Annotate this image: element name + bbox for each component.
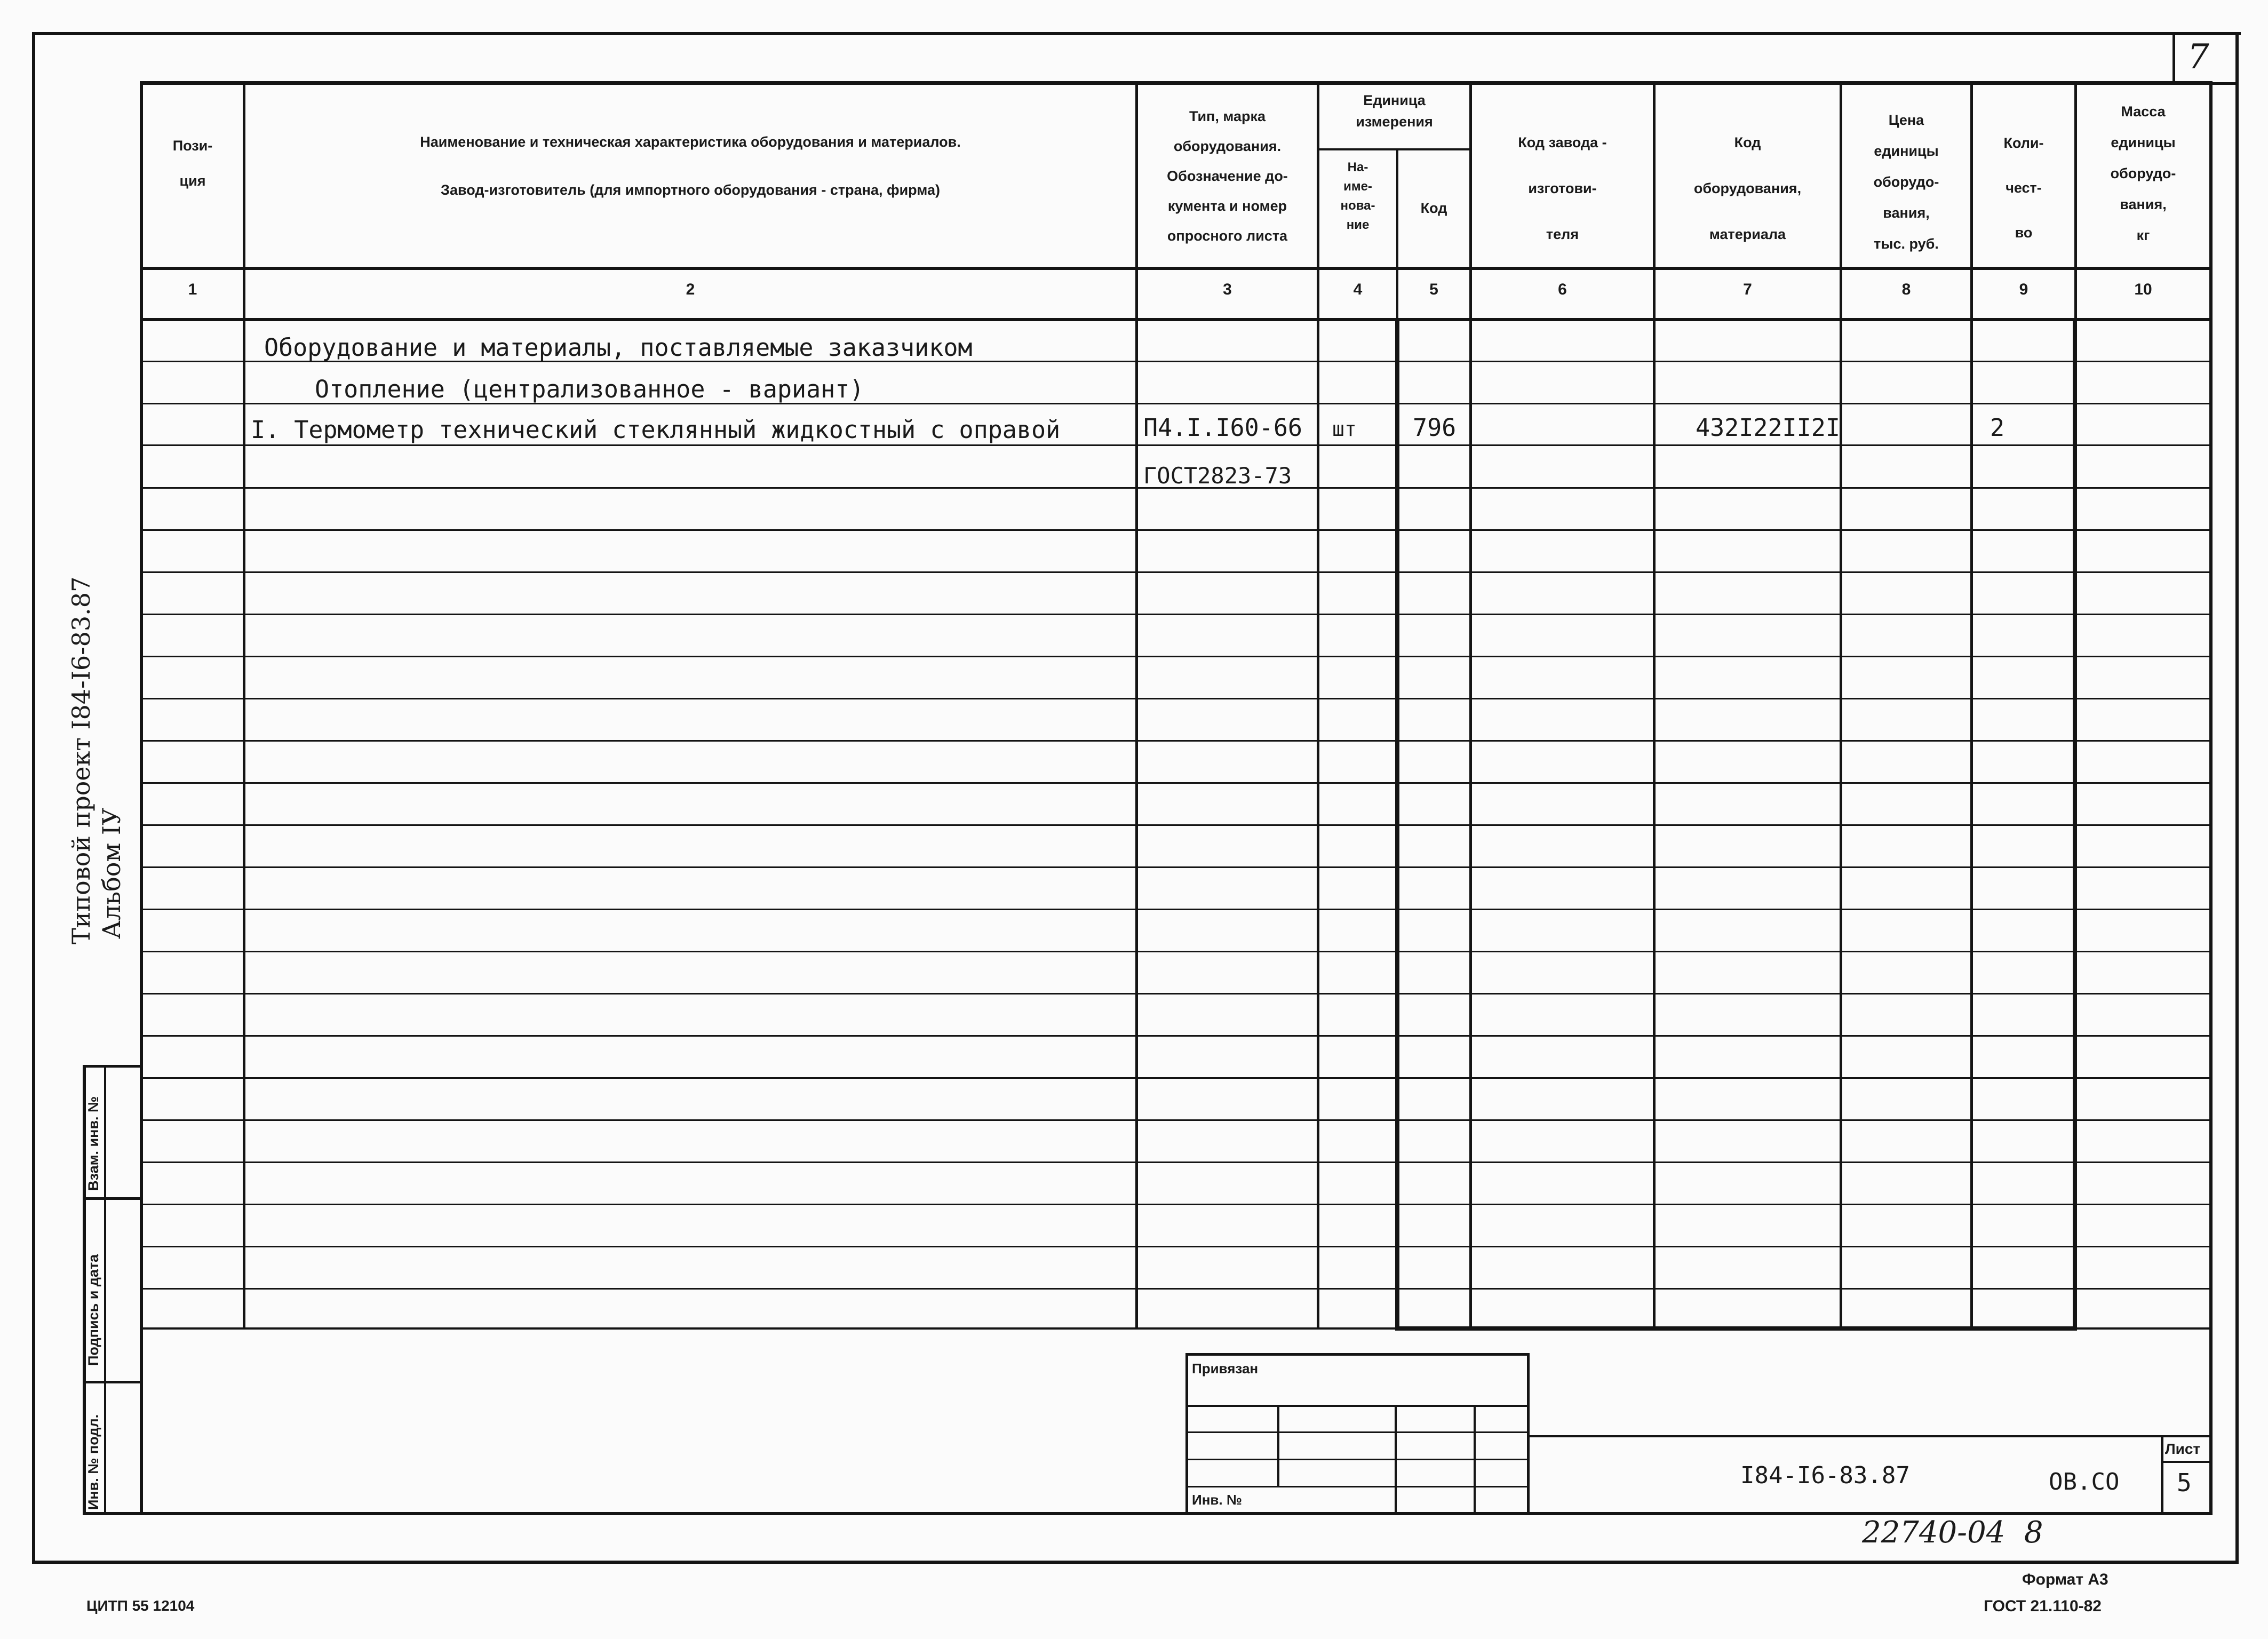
header-col2-line1: Наименование и техническая характеристика оборудования и материалов. xyxy=(420,134,961,150)
side-stamp-signature-date: Подпись и дата xyxy=(85,1254,101,1366)
item1-unit-name: шт xyxy=(1332,417,1357,441)
item1-type-line1: П4.I.I60-66 xyxy=(1143,413,1303,442)
col-number-8: 8 xyxy=(1901,281,1911,298)
side-stamp-inv-podl: Инв. № подл. xyxy=(85,1414,101,1510)
col-number-10: 10 xyxy=(2134,281,2152,298)
header-col4: На- име- нова- ние xyxy=(1340,160,1375,232)
item1-type-line2: ГОСТ2823-73 xyxy=(1143,463,1292,489)
col-number-4: 4 xyxy=(1353,281,1363,298)
header-col8: Цена единицы оборудо- вания, тыс. руб. xyxy=(1873,112,1939,252)
stamp-inv-no: Инв. № xyxy=(1192,1492,1242,1508)
col-number-7: 7 xyxy=(1743,281,1752,298)
col-number-3: 3 xyxy=(1223,281,1232,298)
header-col5: Код xyxy=(1420,200,1447,216)
header-col45-group: Единица измерения xyxy=(1356,92,1433,130)
side-stamp-inv-vzam: Взам. инв. № xyxy=(85,1096,101,1191)
format-label: Формат А3 xyxy=(2022,1571,2108,1588)
item1-unit-code: 796 xyxy=(1413,413,1457,442)
stamp-doc-code: ОВ.СО xyxy=(2049,1468,2120,1495)
stamp-sheet-label: Лист xyxy=(2165,1441,2201,1457)
subsection-title: Отопление (централизованное - вариант) xyxy=(315,375,864,403)
header-col6: Код завода - изготови- теля xyxy=(1518,134,1607,242)
side-title-line2: Альбом IУ xyxy=(97,807,126,939)
side-title-line1: Типовой проект I84-I6-83.87 xyxy=(67,576,96,944)
stamp-designation: I84-I6-83.87 xyxy=(1740,1462,1910,1489)
header-col1: Пози- ция xyxy=(172,138,213,189)
citp-label: ЦИТП 55 12104 xyxy=(86,1597,195,1614)
header-col9: Коли- чест- во xyxy=(2003,135,2044,241)
stamp-privyazan: Привязан xyxy=(1192,1360,1259,1377)
col-number-1: 1 xyxy=(188,281,197,298)
col-number-9: 9 xyxy=(2019,281,2028,298)
header-col2-line2: Завод-изготовитель (для импортного оборудования - страна, фирма) xyxy=(441,182,940,198)
section-title: Оборудование и материалы, поставляемые заказчиком xyxy=(264,333,973,362)
stamp-sheet-number: 5 xyxy=(2177,1468,2192,1497)
handwritten-number: 22740-04 8 xyxy=(1862,1515,2043,1550)
page-number: 7 xyxy=(2187,37,2209,77)
header-col3: Тип, марка оборудования. Обозначение до- кумента и номер опросного листа xyxy=(1167,108,1288,244)
col-number-5: 5 xyxy=(1429,281,1438,298)
item1-equipment-code: 432I22II2I xyxy=(1696,413,1840,442)
gost-label: ГОСТ 21.110-82 xyxy=(1984,1597,2102,1615)
header-col10: Масса единицы оборудо- вания, кг xyxy=(2110,104,2176,243)
col-number-2: 2 xyxy=(686,281,695,298)
col-number-6: 6 xyxy=(1558,281,1567,298)
item1-quantity: 2 xyxy=(1990,413,2005,442)
header-col7: Код оборудования, материала xyxy=(1693,134,1802,242)
item1-name: I. Термометр технический стеклянный жидкостный с оправой xyxy=(251,416,1061,444)
